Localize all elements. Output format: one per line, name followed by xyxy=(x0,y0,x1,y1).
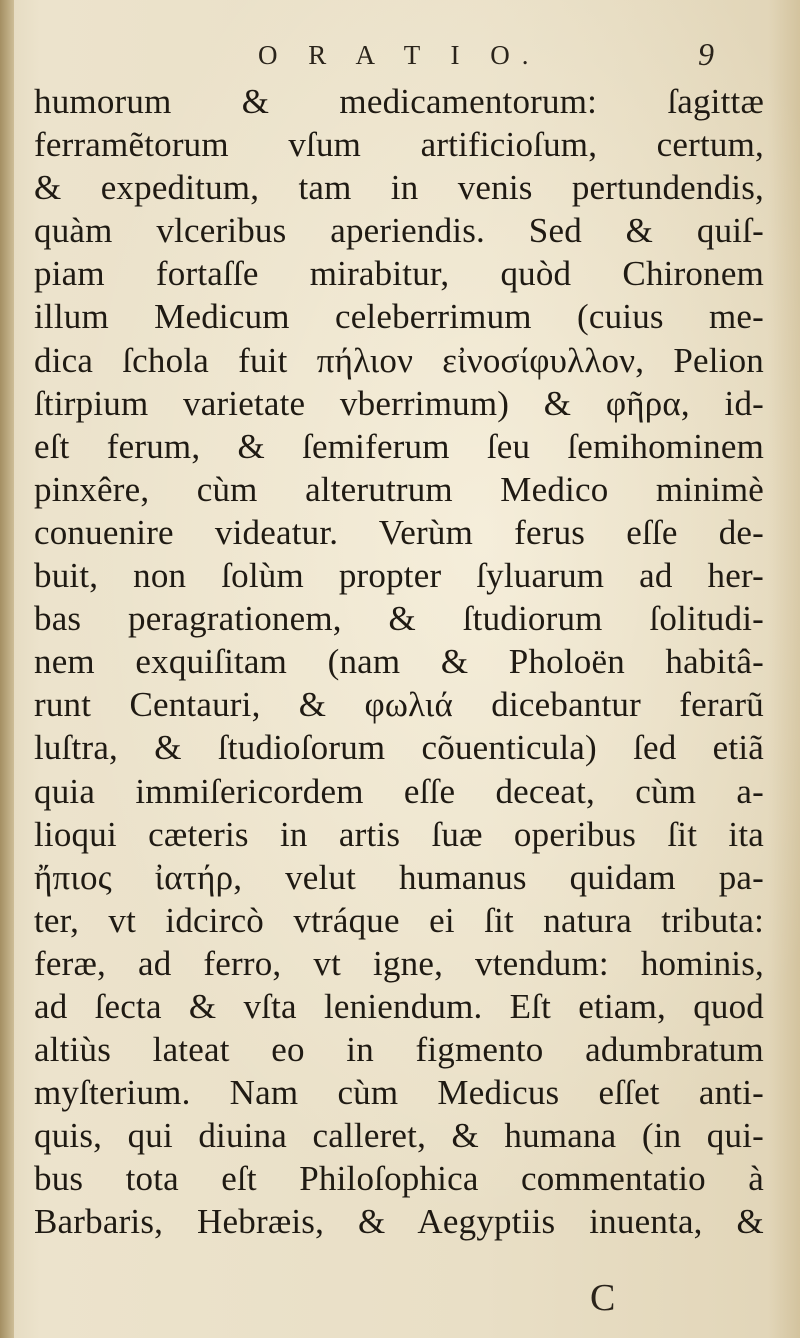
text-line: humorum & medicamentorum: ſagittæ xyxy=(34,82,764,121)
text-line: & expeditum, tam in venis pertundendis, xyxy=(34,168,764,208)
text-line: ad ſecta & vſta leniendum. Eſt etiam, quod xyxy=(34,986,764,1026)
text-line: quis, qui diuina calleret, & humana (in qui- xyxy=(34,1116,764,1156)
text-line: piam fortaſſe mirabitur, quòd Chironem xyxy=(34,254,764,294)
text-line: eſt ferum, & ſemiferum ſeu ſemihominem xyxy=(34,426,764,466)
text-line: ferramẽtorum vſum artificioſum, certum, xyxy=(34,125,764,165)
body-text xyxy=(34,80,764,1244)
text-line: illum Medicum celeberrimum (cuius me- xyxy=(34,297,764,337)
text-line: conuenire videatur. Verùm ferus eſſe de- xyxy=(34,512,764,552)
text-line: runt Centauri, & φωλιά dicebantur ferarũ xyxy=(34,685,764,725)
text-line: ſtirpium varietate vberrimum) & φῆρα, id- xyxy=(34,383,764,423)
text-line: myſterium. Nam cùm Medicus eſſet anti- xyxy=(34,1073,764,1113)
running-head xyxy=(0,30,800,80)
page-number: 9 xyxy=(698,36,714,72)
signature-mark: C xyxy=(590,1277,616,1319)
running-title: O R A T I O. xyxy=(258,40,541,70)
text-line: quia immiſericordem eſſe deceat, cùm a- xyxy=(34,771,764,811)
text-line: luſtra, & ſtudioſorum cõuenticula) ſed etiã xyxy=(34,728,764,768)
text-line: nem exquiſitam (nam & Pholoën habitâ- xyxy=(34,642,764,682)
text-line: buit, non ſolùm propter ſyluarum ad her- xyxy=(34,556,764,596)
page-gutter-shadow xyxy=(0,0,14,1338)
text-line: quàm vlceribus aperiendis. Sed & quiſ- xyxy=(34,211,764,251)
text-line: Barbaris, Hebræis, & Aegyptiis inuenta, & xyxy=(34,1202,764,1242)
text-line: pinxêre, cùm alterutrum Medico minimè xyxy=(34,469,764,509)
text-line: bas peragrationem, & ſtudiorum ſolitudi- xyxy=(34,599,764,639)
text-line: ter, vt idcircò vtráque ei ſit natura tributa: xyxy=(34,900,764,940)
text-line: bus tota eſt Philoſophica commentatio à xyxy=(34,1159,764,1199)
text-line: feræ, ad ferro, vt igne, vtendum: hominis, xyxy=(34,943,764,983)
text-line: ἤπιος ἰατήρ, velut humanus quidam pa- xyxy=(34,857,764,897)
text-line: altiùs lateat eo in figmento adumbratum xyxy=(34,1030,764,1070)
text-line: lioqui cæteris in artis ſuæ operibus ſit ita xyxy=(34,814,764,854)
text-line: dica ſchola fuit πήλιον εἰνοσίφυλλον, Pelion xyxy=(34,340,764,380)
